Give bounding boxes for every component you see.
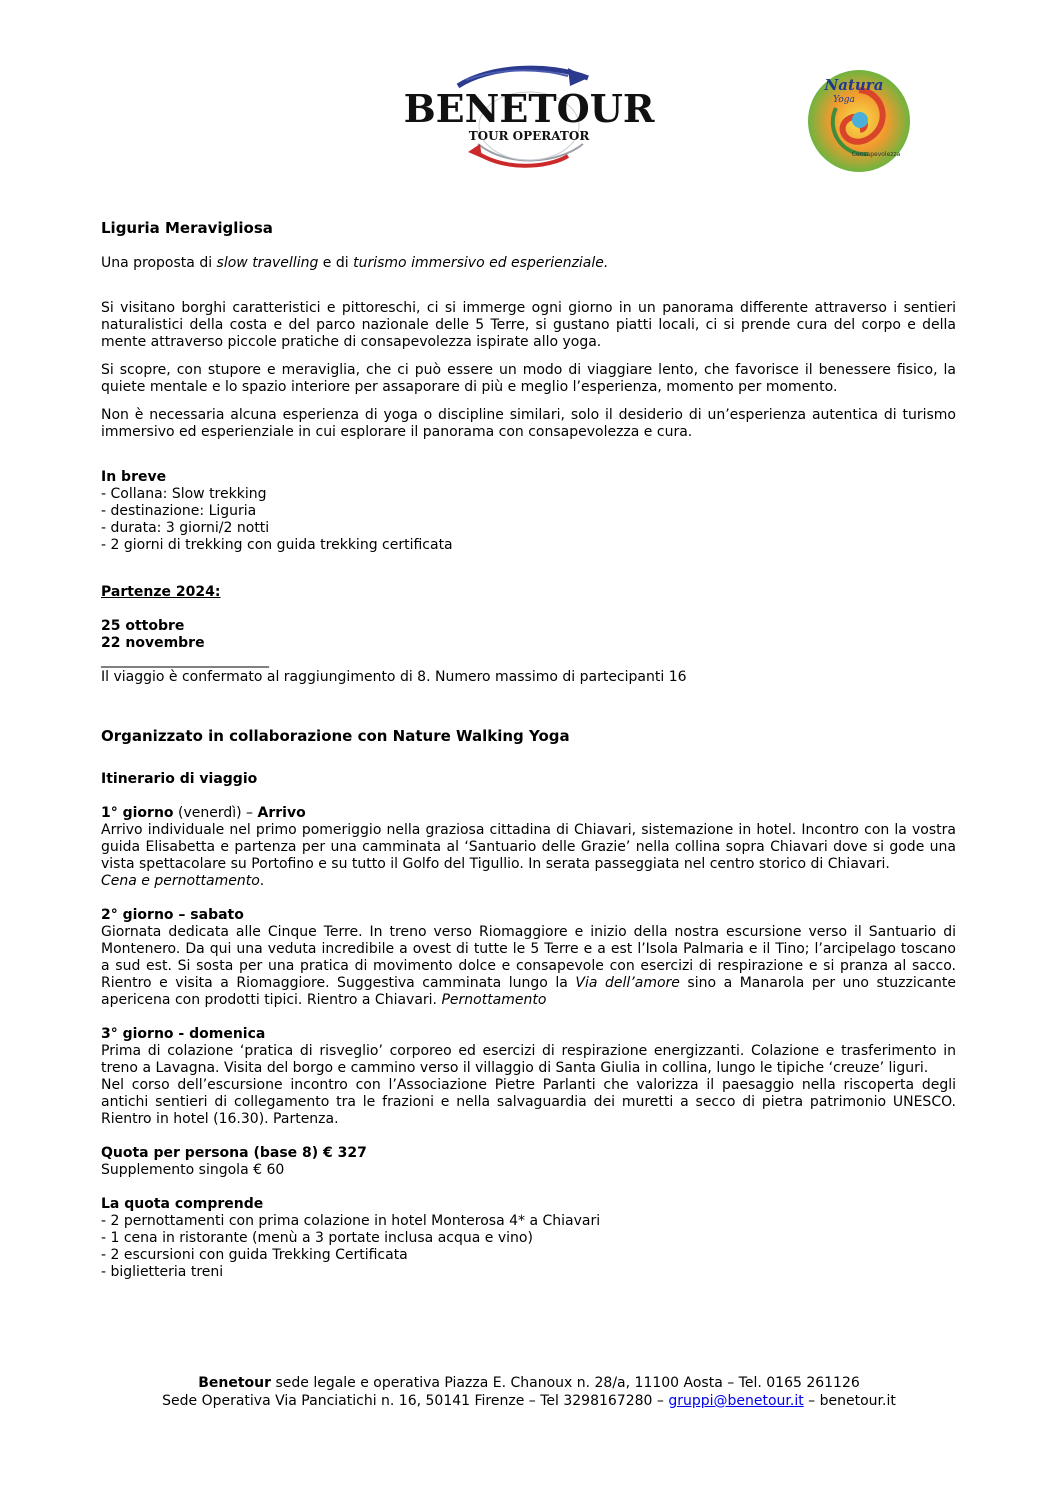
natura-logo-yoga: Yoga [833,95,855,105]
in-breve-item: - destinazione: Liguria [101,503,257,519]
price-supplement: Supplemento singola € 60 [101,1162,285,1178]
footer-website: – benetour.it [803,1393,896,1409]
natura-yoga-logo [806,68,912,174]
footer-line-2 [0,1392,1058,1410]
footer-address-1: sede legale e operativa Piazza E. Chanoux n. 28/a, 11100 Aosta – Tel. 0165 261126 [271,1375,860,1391]
body-paragraph-3: Non è necessaria alcuna esperienza di yoga o discipline similari, solo il desiderio di un’esperienza autentica di turismo immersivo ed esperienziale in cui esplorare il panorama con consapevolezza e cura. [101,407,956,440]
footer-line-1 [0,1374,1058,1392]
day2-heading: 2° giorno – sabato [101,907,244,923]
divider-rule: ________________________ [101,652,269,668]
benetour-logo [403,64,655,168]
includes-item: - 2 pernottamenti con prima colazione in hotel Monterosa 4* a Chiavari [101,1213,601,1229]
departure-date: 22 novembre [101,635,205,651]
email-link[interactable]: gruppi@benetour.it [668,1393,804,1409]
natura-logo-word: Natura [824,76,884,94]
day1-dot: . [259,873,265,889]
intro-b: slow travelling [216,255,319,271]
day2-italic-1: Via dell’amore [575,975,680,991]
natura-logo-tagline: Consapevolezza [851,151,901,158]
price-heading: Quota per persona (base 8) € 327 [101,1145,367,1161]
day2-text-a: Giornata dedicata alle Cinque Terre. In treno verso Riomaggiore e inizio della nostra escursione verso il Santuario di Montenero. Da qui una veduta incredibile a ovest di tutte le 5 Terre e a est l’Isola Palmaria e il Tino; l’arcipelago toscano a sud est. Si sosta per una pratica di movimento dolce e consapevole con esercizi di respirazione e si pranza al sacco. Rientro e visita a Riomaggiore. Suggestiva camminata lungo la [101,924,956,991]
departure-date: 25 ottobre [101,618,185,634]
day1-meals [101,873,956,890]
collaboration-title: Organizzato in collaborazione con Nature Walking Yoga [101,727,570,745]
body-paragraph-2: Si scopre, con stupore e meraviglia, che ci può essere un modo di viaggiare lento, che favorisce il benessere fisico, la quiete mentale e lo spazio interiore per assaporare di più e meglio l’esperienza, momento per momento. [101,362,956,395]
includes-item: - biglietteria treni [101,1264,224,1280]
footer-address-2: Sede Operativa Via Panciatichi n. 16, 50141 Firenze – Tel 3298167280 – [162,1393,669,1409]
intro-d: turismo immersivo ed esperienziale. [353,255,609,271]
itinerary-heading: Itinerario di viaggio [101,771,258,787]
day1-label: 1° giorno [101,805,174,821]
footer [0,1374,1058,1410]
day1-heading [101,805,956,822]
in-breve-heading: In breve [101,469,167,485]
day3-text-1: Prima di colazione ‘pratica di risveglio’ corporeo ed esercizi di respirazione energizzanti. Colazione e trasferimento in treno a Lavagna. Visita del borgo e cammino verso il villaggio di Santa Giulia in collina, lungo le tipiche ‘creuze’ liguri. [101,1043,956,1076]
day3-heading: 3° giorno - domenica [101,1026,266,1042]
document-body [101,218,956,1281]
day2-italic-2: Pernottamento [441,992,547,1008]
day1-name: Arrivo [257,805,306,821]
footer-company: Benetour [198,1375,272,1391]
includes-item: - 2 escursioni con guida Trekking Certificata [101,1247,408,1263]
in-breve-item: - 2 giorni di trekking con guida trekking certificata [101,537,453,553]
confirmation-note: Il viaggio è confermato al raggiungimento di 8. Numero massimo di partecipanti 16 [101,669,687,685]
intro-c: e di [318,255,354,271]
day2-text-b: sino a Manarola per uno stuzzicante apericena con prodotti tipici. Rientro a Chiavari. [101,975,956,1008]
body-paragraph-1: Si visitano borghi caratteristici e pittoreschi, ci si immerge ogni giorno in un panorama differente attraverso i sentieri naturalistici della costa e del parco nazionale delle 5 Terre, si gustano piatti locali, ci si prende cura del corpo e della mente attraverso piccole pratiche di consapevolezza ispirate allo yoga. [101,300,956,350]
intro-a: Una proposta di [101,255,217,271]
includes-item: - 1 cena in ristorante (menù a 3 portate inclusa acqua e vino) [101,1230,533,1246]
in-breve-item: - durata: 3 giorni/2 notti [101,520,270,536]
day2-text [101,924,956,1009]
intro-paragraph [101,255,956,272]
page-title: Liguria Meravigliosa [101,219,273,237]
benetour-logo-name: BENETOUR [403,86,655,131]
day3-text-2: Nel corso dell’escursione incontro con l’Associazione Pietre Parlanti che valorizza il paesaggio nella riscoperta degli antichi sentieri di collegamento tra le frazioni e nella salvaguardia dei muretti a secco di pietra patrimonio UNESCO. Rientro in hotel (16.30). Partenza. [101,1077,956,1127]
day1-italic: Cena e pernottamento [101,873,260,889]
header [0,58,1058,168]
benetour-logo-tagline: TOUR OPERATOR [468,129,590,143]
in-breve-item: - Collana: Slow trekking [101,486,267,502]
day1-text: Arrivo individuale nel primo pomeriggio nella graziosa cittadina di Chiavari, sistemazione in hotel. Incontro con la vostra guida Elisabetta e partenza per una camminata al ‘Santuario delle Grazie’ nella collina sopra Chiavari dove si gode una vista spettacolare su Portofino e su tutto il Golfo del Tigullio. In serata passeggiata nel centro storico di Chiavari. [101,822,956,872]
includes-heading: La quota comprende [101,1196,264,1212]
day1-paren: (venerdì) – [173,805,258,821]
partenze-heading: Partenze 2024: [101,584,221,600]
